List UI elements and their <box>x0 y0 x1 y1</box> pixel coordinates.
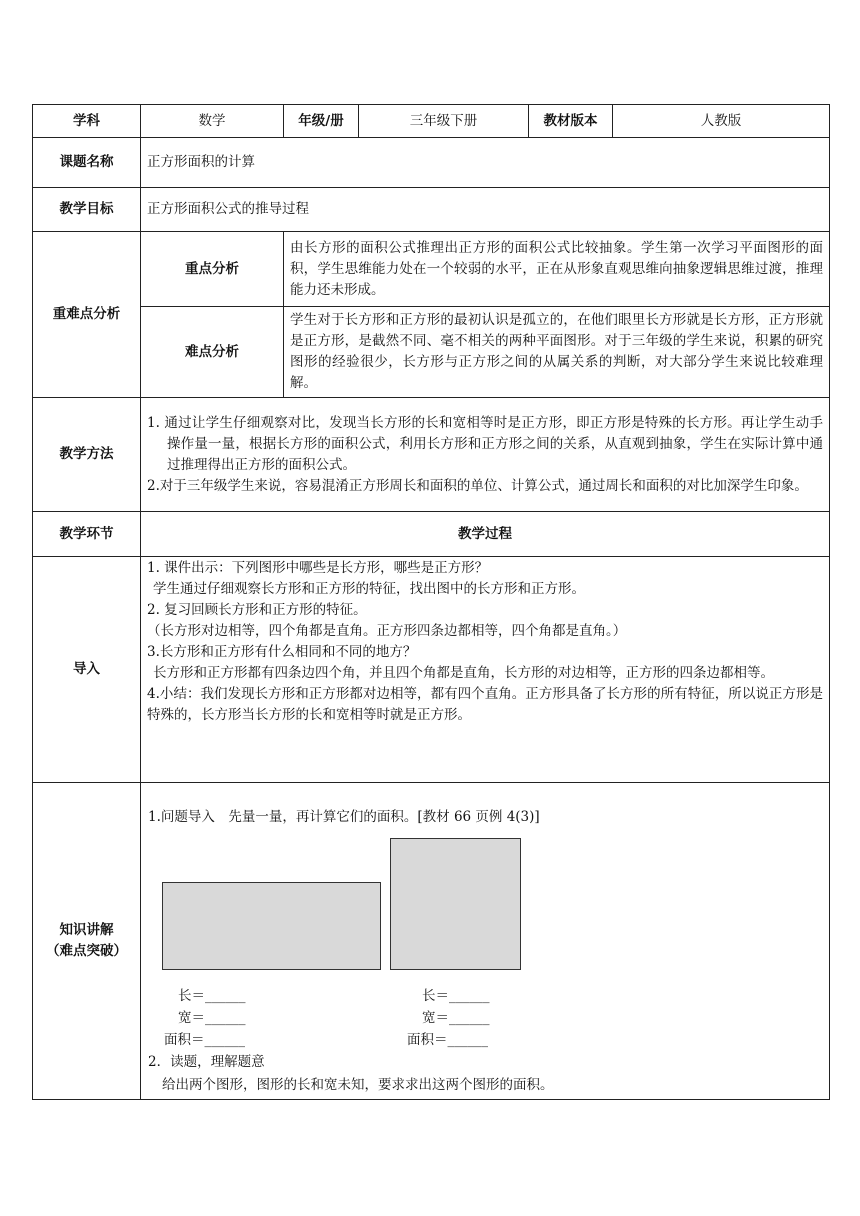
knowledge-question-1: 1.问题导入 先量一量，再计算它们的面积。[教材 66 页例 4(3)] <box>148 809 540 825</box>
key-analysis-row <box>33 232 830 307</box>
difficulty-analysis-row <box>33 307 830 398</box>
knowledge-question-2: 2．读题，理解题意 <box>148 1054 265 1070</box>
intro-line-5: 3.长方形和正方形有什么相同和不同的地方？ <box>147 644 417 660</box>
difficulty-analysis-label: 难点分析 <box>141 307 284 398</box>
right-length-blank: 长＝______ <box>422 988 490 1004</box>
intro-line-7: 4.小结：我们发现长方形和正方形都对边相等，都有四个直角。正方形具备了长方形的所有特征，所以说正方形是特殊的，长方形当长方形的长和宽相等时就是正方形。 <box>147 686 823 723</box>
process-label: 教学过程 <box>141 512 830 557</box>
knowledge-row <box>33 783 830 1100</box>
intro-line-2: 学生通过仔细观察长方形和正方形的特征，找出图中的长方形和正方形。 <box>153 581 585 597</box>
intro-row <box>33 557 830 783</box>
goal-row <box>33 188 830 232</box>
topic-value: 正方形面积的计算 <box>141 138 830 188</box>
intro-line-1: 1. 课件出示：下列图形中哪些是长方形，哪些是正方形？ <box>147 560 489 576</box>
left-area-blank: 面积＝______ <box>164 1032 245 1048</box>
key-analysis-label: 重点分析 <box>141 232 284 307</box>
edition-value: 人教版 <box>613 105 830 138</box>
method-row <box>33 398 830 512</box>
topic-label: 课题名称 <box>33 138 141 188</box>
knowledge-question-2-text: 给出两个图形，图形的长和宽未知，要求求出这两个图形的面积。 <box>162 1077 554 1093</box>
intro-line-4: （长方形对边相等，四个角都是直角。正方形四条边都相等，四个角都是直角。） <box>147 623 627 639</box>
knowledge-label-line-2: （难点突破） <box>46 943 127 959</box>
method-item-2: 2.对于三年级学生来说，容易混淆正方形周长和面积的单位、计算公式，通过周长和面积的对比加深学生印象。 <box>147 477 808 494</box>
square-figure <box>390 838 521 970</box>
difficulty-analysis-text: 学生对于长方形和正方形的最初认识是孤立的，在他们眼里长方形就是长方形，正方形就是正方形，是截然不同、毫不相关的两种平面图形。对于三年级的学生来说，积累的研究图形的经验很少，长方形与正方形之间的从属关系的判断，对大部分学生来说比较难理解。 <box>284 307 830 398</box>
analysis-label: 重难点分析 <box>33 232 141 398</box>
right-width-blank: 宽＝______ <box>422 1010 490 1026</box>
edition-label: 教材版本 <box>529 105 613 138</box>
intro-line-6: 长方形和正方形都有四条边四个角，并且四个角都是直角，长方形的对边相等，正方形的四条边都相等。 <box>153 665 774 681</box>
left-width-blank: 宽＝______ <box>178 1010 246 1026</box>
subject-label: 学科 <box>33 105 141 138</box>
knowledge-content <box>141 783 830 1100</box>
grade-value: 三年级下册 <box>359 105 529 138</box>
grade-label: 年级/册 <box>284 105 359 138</box>
knowledge-label-line-1: 知识讲解 <box>59 922 114 938</box>
stage-label: 教学环节 <box>33 512 141 557</box>
right-area-blank: 面积＝______ <box>407 1032 488 1048</box>
process-header-row <box>33 512 830 557</box>
knowledge-label <box>33 783 141 1100</box>
key-analysis-text: 由长方形的面积公式推理出正方形的面积公式比较抽象。学生第一次学习平面图形的面积，学生思维能力处在一个较弱的水平，正在从形象直观思维向抽象逻辑思维过渡，推理能力还未形成。 <box>284 232 830 307</box>
goal-value: 正方形面积公式的推导过程 <box>141 188 830 232</box>
goal-label: 教学目标 <box>33 188 141 232</box>
left-length-blank: 长＝______ <box>178 988 246 1004</box>
topic-row <box>33 138 830 188</box>
rectangle-figure <box>162 882 381 970</box>
method-label: 教学方法 <box>33 398 141 512</box>
knowledge-area <box>141 783 829 1099</box>
subject-value: 数学 <box>141 105 284 138</box>
intro-content <box>141 557 830 783</box>
lesson-plan-table <box>32 104 830 1100</box>
method-item-1: 1. 通过让学生仔细观察对比，发现当长方形的长和宽相等时是正方形，即正方形是特殊的长方形。再让学生动手操作量一量，根据长方形的面积公式，利用长方形和正方形之间的关系，从直观到抽象，学生在实际计算中通过推理得出正方形的面积公式。 <box>147 414 823 473</box>
header-row <box>33 105 830 138</box>
method-content <box>141 398 830 512</box>
intro-label: 导入 <box>33 557 141 783</box>
intro-line-3: 2. 复习回顾长方形和正方形的特征。 <box>147 602 367 618</box>
